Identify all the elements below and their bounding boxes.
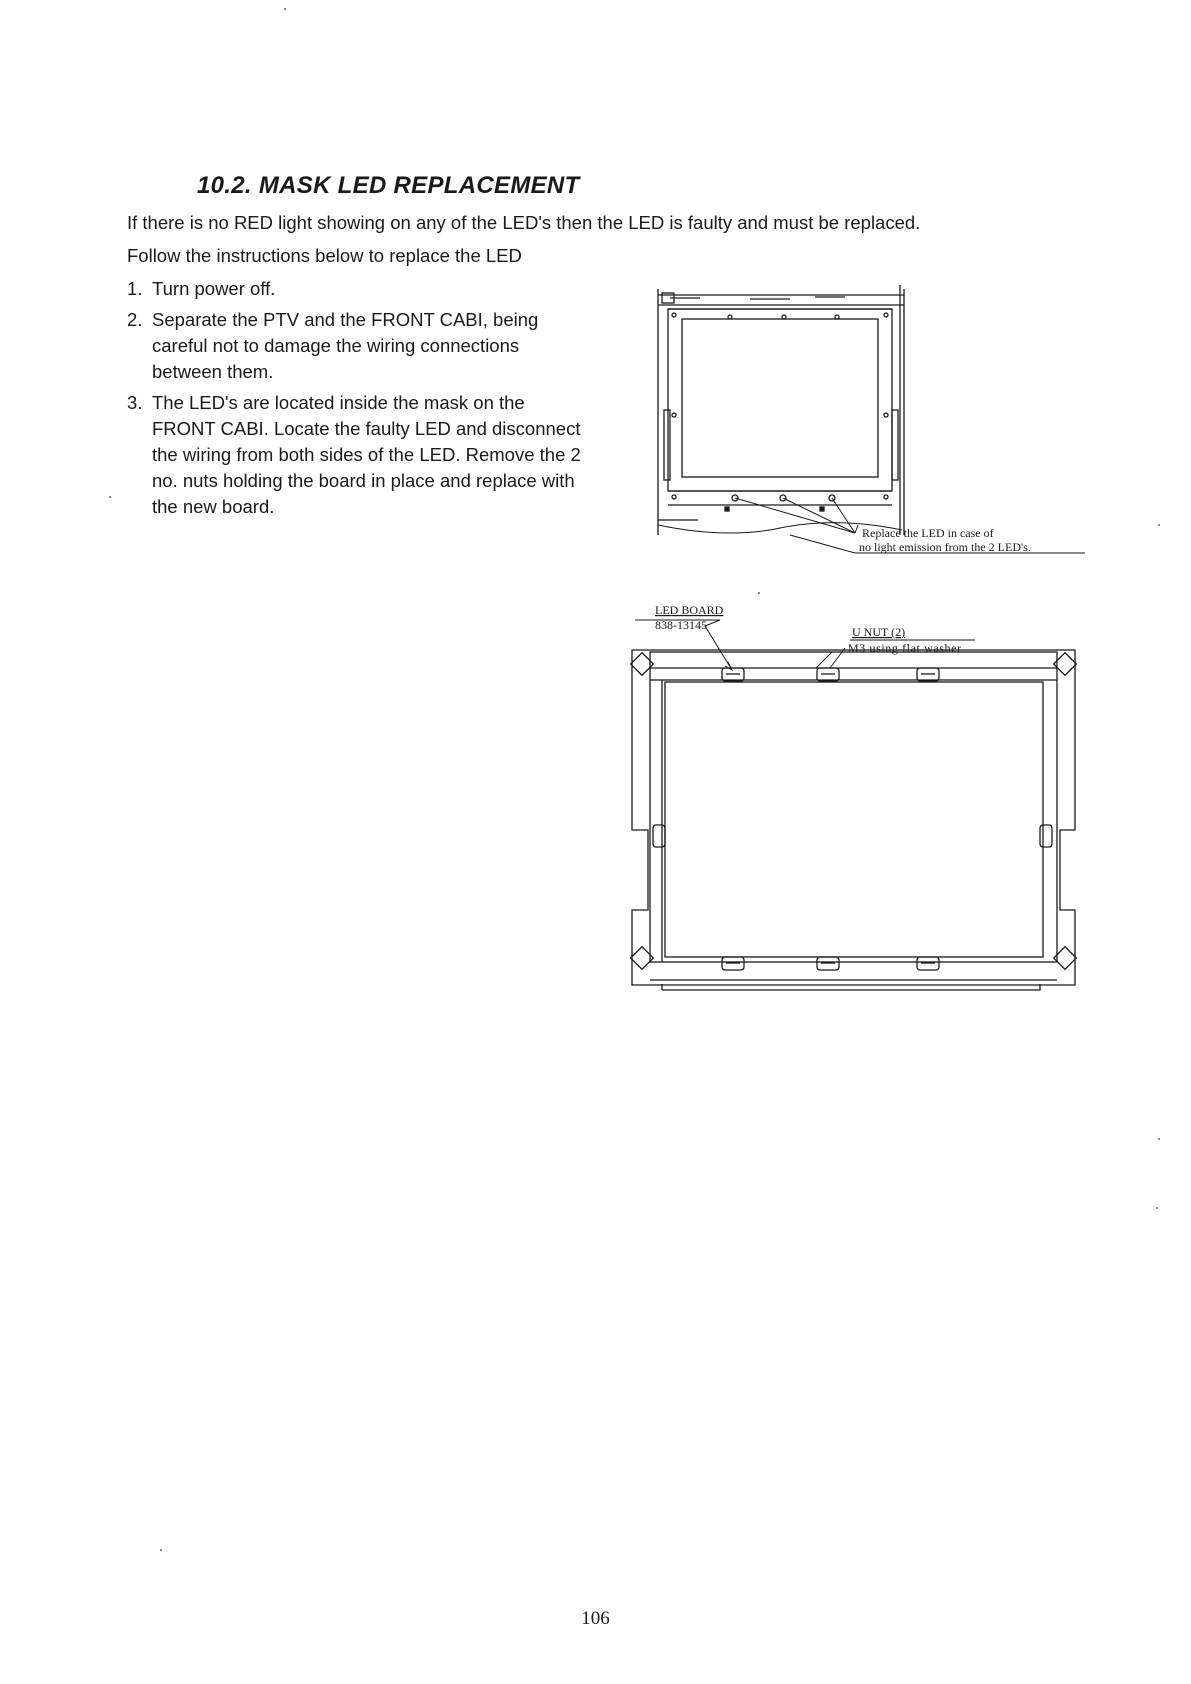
part-number-label: 838-13145 — [655, 618, 707, 632]
step-item — [127, 390, 597, 520]
scan-speck — [160, 1549, 162, 1551]
step-item — [127, 276, 597, 302]
u-nut-label: U NUT (2) — [852, 625, 906, 639]
led-board-label: LED BOARD — [655, 603, 724, 617]
scan-speck — [1158, 1138, 1160, 1140]
intro-text-line-2: Follow the instructions below to replace the LED — [127, 245, 522, 266]
led-board-diagram — [620, 600, 1090, 1020]
step-text: The LED's are located inside the mask on the FRONT CABI. Locate the faulty LED and disconnect the wiring from both sides of the LED. Remove the 2 no. nuts holding the board in place and replace with the new board. — [152, 392, 581, 517]
corner-mount-icon — [631, 653, 1077, 970]
instruction-steps — [127, 276, 597, 525]
callout-text-line-2: no light emission from the 2 LED's. — [859, 540, 1031, 554]
scan-speck — [1158, 524, 1160, 526]
scan-speck — [1156, 1207, 1158, 1209]
intro-text-line-1: If there is no RED light showing on any of the LED's then the LED is faulty and must be replaced. — [127, 212, 921, 233]
u-nut-icon — [653, 668, 1052, 970]
step-number: 3. — [127, 392, 143, 413]
step-text: Separate the PTV and the FRONT CABI, being careful not to damage the wiring connections between them. — [152, 309, 539, 382]
scan-speck — [758, 592, 760, 594]
step-number: 1. — [127, 278, 143, 299]
washer-label: M3 using flat washer — [848, 641, 962, 655]
page-number: 106 — [581, 1608, 610, 1629]
callout-text-line-1: Replace the LED in case of — [862, 526, 994, 540]
front-cabinet-diagram — [640, 285, 1100, 570]
scan-speck — [109, 496, 111, 498]
board-frame-drawing — [632, 650, 1075, 990]
cabinet-frame-drawing — [658, 285, 904, 535]
step-number: 2. — [127, 309, 143, 330]
section-title: 10.2. MASK LED REPLACEMENT — [197, 172, 580, 199]
step-text: Turn power off. — [152, 278, 276, 299]
scan-speck — [284, 8, 286, 10]
step-item — [127, 307, 597, 385]
